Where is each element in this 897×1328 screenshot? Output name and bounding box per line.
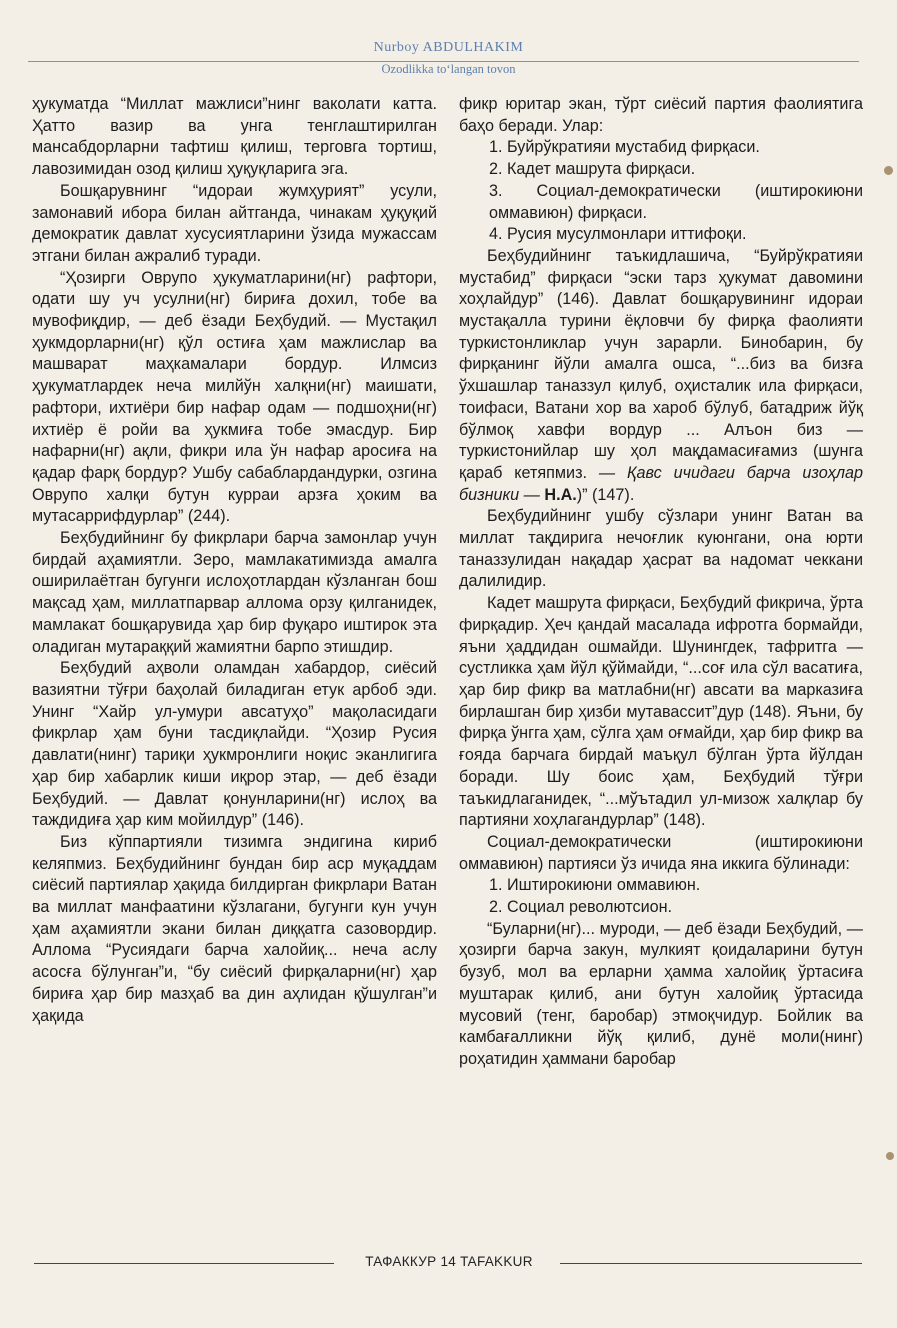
quote-paragraph: “Ҳозирги Оврупо ҳукуматларини(нг) рафтори, одати шу уч усулни(нг) бириға дохил, тобе ва мувофиқдир, — деб ёзади Беҳбудий. — Мустақил ҳукмдорларни(нг) қўл остиға ҳам мажлислар ва машварат маҳкамалари бордур. Илмсиз ҳукуматлардек неча милйўн халқни(нг) маишати, рафтори, ихтиёри бир нафар одам — подшоҳни(нг) ихтиёр ё ройи ва ҳукмиға тобе эмасдур. Бир нафарни(нг) ақли, фикри ила ўн нафар аросиға на қадар фарқ бордур? Ушбу сабаблардандурки, озгина Оврупо халқи бутун курраи арзға ҳоким ва мутасаррифдурлар” (244).	[32, 268, 437, 526]
paragraph-text: Беҳбудийнинг таъкидлашича, “Буйрўкратияи мустабид” фирқаси “эски тарз ҳукумат давомини хоҳлайдур” (146). Давлат бошқарувининг идораи мустақалла турини ёқловчи бу фирқа фаолияти туркистонликлар учун зарарли. Бинобарин, бу фирқанинг йўли амалга ошса, “...биз ва бизға ўхшашлар таназзул қилуб, оҳисталик ила фирқаси, тоифаси, Ватани хор ва хароб бўлуб, батадриж йўқ бўлмоқ хавфи вордур ... Алъон биз — туркистонийлар шу ҳол мақдамасиғамиз (шунга қараб кетяпмиз.	[459, 246, 863, 482]
list-item: 3. Социал-демократически (иштирокиюни оммавиюн) фирқаси.	[489, 181, 863, 222]
list-item: 2. Кадет машрута фирқаси.	[489, 160, 696, 179]
paragraph: Беҳбудий аҳволи оламдан хабардор, сиёсий вазиятни тўғри баҳолай биладиган етук арбоб эди. Унинг “Хайр ул-умури авсатуҳо” мақоласидаги фикрлар ҳам буни тасдиқлайди. “Ҳозир Русия давлати(нинг) тариқи ҳукмронлиги ноқис эканлигига ҳар бир хабарлик киши иқрор этар, — деб ёзади Беҳбудий. — Давлат қонунларини(нг) ислоҳ ва таждидиға ҳар ким мойилдур” (146).	[32, 659, 437, 830]
paragraph: Беҳбудийнинг бу фикрлари барча замонлар учун бирдай аҳамиятли. Зеро, мамлакатимизда амалга оширилаётган бугунги ислоҳотлардан кўзланган бош мақсад ҳам, миллатпарвар аллома орзу қилганидек, мамлакат бошқарувида ҳар бир фуқаро иштирок эта оладиган мутараққий жамиятни барпо этишдир.	[32, 529, 437, 656]
editor-initials: Н.А.	[544, 485, 577, 504]
list-item: 4. Русия мусулмонлари иттифоқи.	[489, 225, 747, 244]
list-item: 2. Социал револютсион.	[489, 898, 673, 917]
paragraph: “Буларни(нг)... муроди, — деб ёзади Беҳбудий, — ҳозирги барча закун, мулкият қоидаларини бутун бузуб, мол ва ерларни ҳамма халойиқ ўртасиға муштарак қилиб, ани бутун халойиқ ўртасида мусовий (тенг, баробар) этмоқчидур. Бойлик ва камбағалликни йўқ қилиб, дунё моли(нинг) роҳатидин ҳаммани баробар	[459, 919, 863, 1068]
header-author: Nurboy ABDULHAKIM	[373, 40, 524, 55]
editor-note: — Қавс ичидаги барча изоҳлар бизники —	[459, 463, 864, 504]
paragraph: Беҳбудийнинг ушбу сўзлари унинг Ватан ва миллат тақдирига нечоғлик куюнгани, она юрти таназзулидан нақадар ҳасрат ва надомат чеккани далилидир.	[459, 507, 863, 591]
paragraph: ҳукуматда “Миллат мажлиси”нинг ваколати катта. Ҳатто вазир ва унга тенглаштирилган мансабдорларни тафтиш қилиш, терговга тортиш, лавозимидан озод қилиш ҳуқуқларига эга.	[32, 95, 437, 179]
footer-rule-left	[34, 1263, 334, 1264]
paragraph: Бошқарувнинг “идораи жумҳурият” усули, замонавий ибора билан айтганда, чинакам ҳуқуқий демократик давлат хусусиятларини ўзида мужассам этгани билан ажралиб туради.	[32, 181, 437, 265]
header-subtitle: Ozodlikka to‘langan tovon	[381, 62, 516, 76]
left-column	[32, 94, 437, 1027]
paragraph: Кадет машрута фирқаси, Беҳбудий фикрича, ўрта фирқадир. Ҳеч қандай масалада ифротга бормайди, яъни ҳаддидан ошмайди. Шунингдек, тафритга — сустликка ҳам йўл қўймайди, “...соғ ила сўл васатиға, ҳар бир фикр ва матлабни(нг) авсати ва марказиға бирлашган бир ҳизби мутавассит”дур (148). Яъни, бу фирқа ўнгга ҳам, сўлга ҳам оғмайди, ҳар бир фикр ва ғояда барчага бирдай маъқул бўлган ўрта йўлдан боради. Шу боис ҳам, Беҳбудий тўғри таъкидлаганидек, “...мўътадил ул-мизож халқлар бу партияни хоҳлагандурлар” (148).	[459, 594, 863, 830]
paragraph	[459, 246, 863, 506]
paper-stain	[886, 1152, 894, 1160]
list-item: 1. Буйрўкратияи мустабид фирқаси.	[489, 138, 760, 157]
footer-rule-right	[560, 1263, 862, 1264]
running-header	[0, 40, 897, 77]
citation: )” (147).	[576, 485, 635, 504]
header-rule	[28, 61, 859, 62]
paragraph: Социал-демократически (иштирокиюни оммавиюн) партияси ўз ичида яна иккига бўлинади:	[459, 832, 863, 873]
paragraph: Биз кўппартияли тизимга эндигина кириб келяпмиз. Беҳбудийнинг бундан бир аср муқаддам сиёсий партиялар ҳақида билдирган фикрлари Ватан ва миллат манфаатини кўзлагани, бугунги кун учун ҳам аҳамиятли экани билан диққатга сазовордир. Аллома “Русиядаги барча халойиқ... неча аслу асосға бўлунган”и, “бу сиёсий фирқаларни(нг) ҳар бириға ҳар бир мазҳаб ва дин аҳлидан қўшулган”и ҳақида	[32, 832, 437, 1025]
list-item: 1. Иштирокиюни оммавиюн.	[489, 876, 701, 895]
paper-stain	[884, 166, 893, 175]
right-column	[459, 94, 863, 1071]
footer-page-number: ТАФАККУР 14 TAFAKKUR	[365, 1254, 533, 1269]
page-footer	[0, 1252, 897, 1276]
paragraph: фикр юритар экан, тўрт сиёсий партия фаолиятига баҳо беради. Улар:	[459, 95, 863, 135]
